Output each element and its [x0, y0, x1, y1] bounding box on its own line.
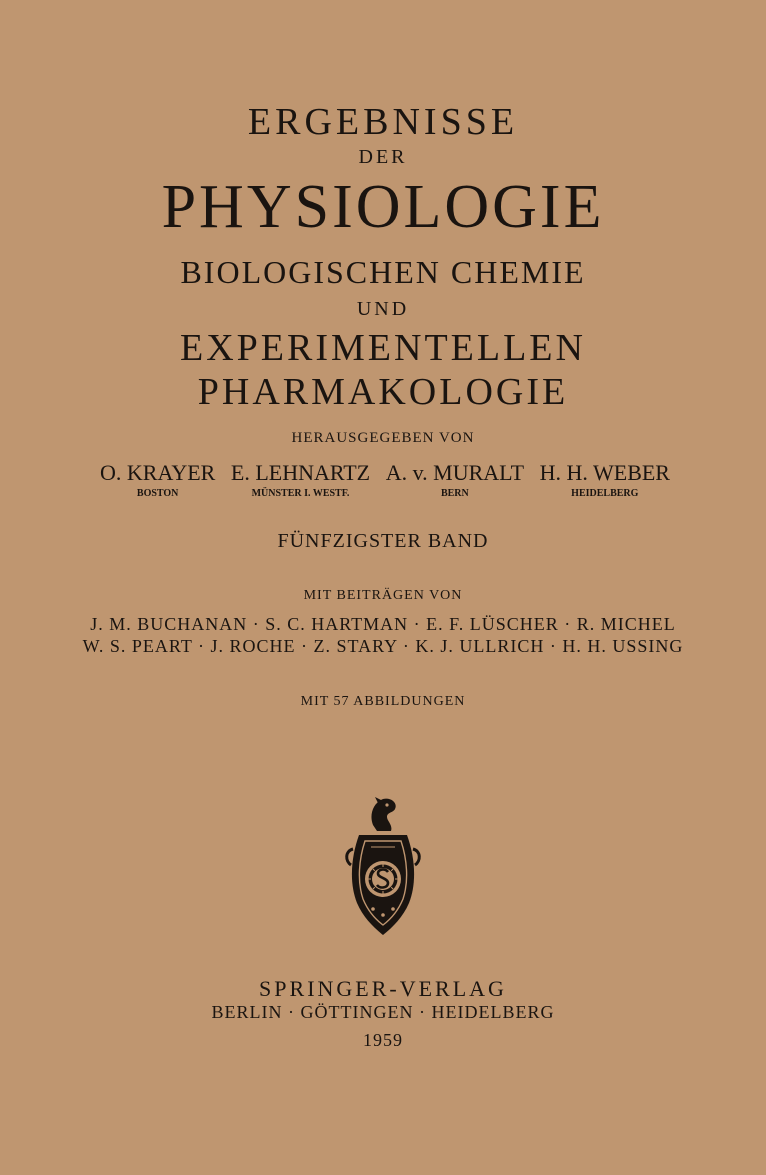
- editors-list: [100, 460, 670, 499]
- title-line-5: UND: [356, 298, 410, 320]
- editor-city: MÜNSTER I. WESTF.: [251, 488, 350, 499]
- publication-year: 1959: [363, 1030, 403, 1050]
- title-line-4: BIOLOGISCHEN CHEMIE: [180, 254, 586, 290]
- publisher-name: SPRINGER-VERLAG: [259, 976, 507, 1001]
- editor: [386, 460, 524, 499]
- contributors-heading: MIT BEITRÄGEN VON: [303, 588, 463, 603]
- title-line-2: DER: [358, 146, 408, 168]
- editor-name: A. v. MURALT: [385, 460, 525, 485]
- contributors-line-1: J. M. BUCHANAN · S. C. HARTMAN · E. F. LÜSCHER · R. MICHEL: [90, 614, 676, 634]
- illustrations-note: MIT 57 ABBILDUNGEN: [300, 694, 466, 709]
- editors-heading: HERAUSGEGEBEN VON: [291, 430, 475, 446]
- springer-knight-emblem-icon: [343, 795, 423, 937]
- volume-label: FÜNFZIGSTER BAND: [277, 530, 489, 552]
- editor-name: O. KRAYER: [100, 460, 216, 485]
- contributors-line-2: W. S. PEART · J. ROCHE · Z. STARY · K. J. ULLRICH · H. H. USSING: [82, 636, 684, 656]
- editor-city: BERN: [440, 488, 469, 499]
- title-line-1: ERGEBNISSE: [247, 101, 519, 143]
- title-main: PHYSIOLOGIE: [161, 173, 605, 241]
- editor: [231, 460, 370, 499]
- editor-name: H. H. WEBER: [539, 460, 670, 485]
- editor-city: BOSTON: [136, 488, 179, 499]
- title-line-7: PHARMAKOLOGIE: [197, 371, 569, 413]
- editor-name: E. LEHNARTZ: [230, 460, 371, 485]
- editor: [100, 460, 215, 499]
- editor: [540, 460, 670, 499]
- publisher-cities: BERLIN · GÖTTINGEN · HEIDELBERG: [211, 1002, 555, 1022]
- title-line-6: EXPERIMENTELLEN: [180, 327, 586, 369]
- editor-city: HEIDELBERG: [571, 488, 639, 499]
